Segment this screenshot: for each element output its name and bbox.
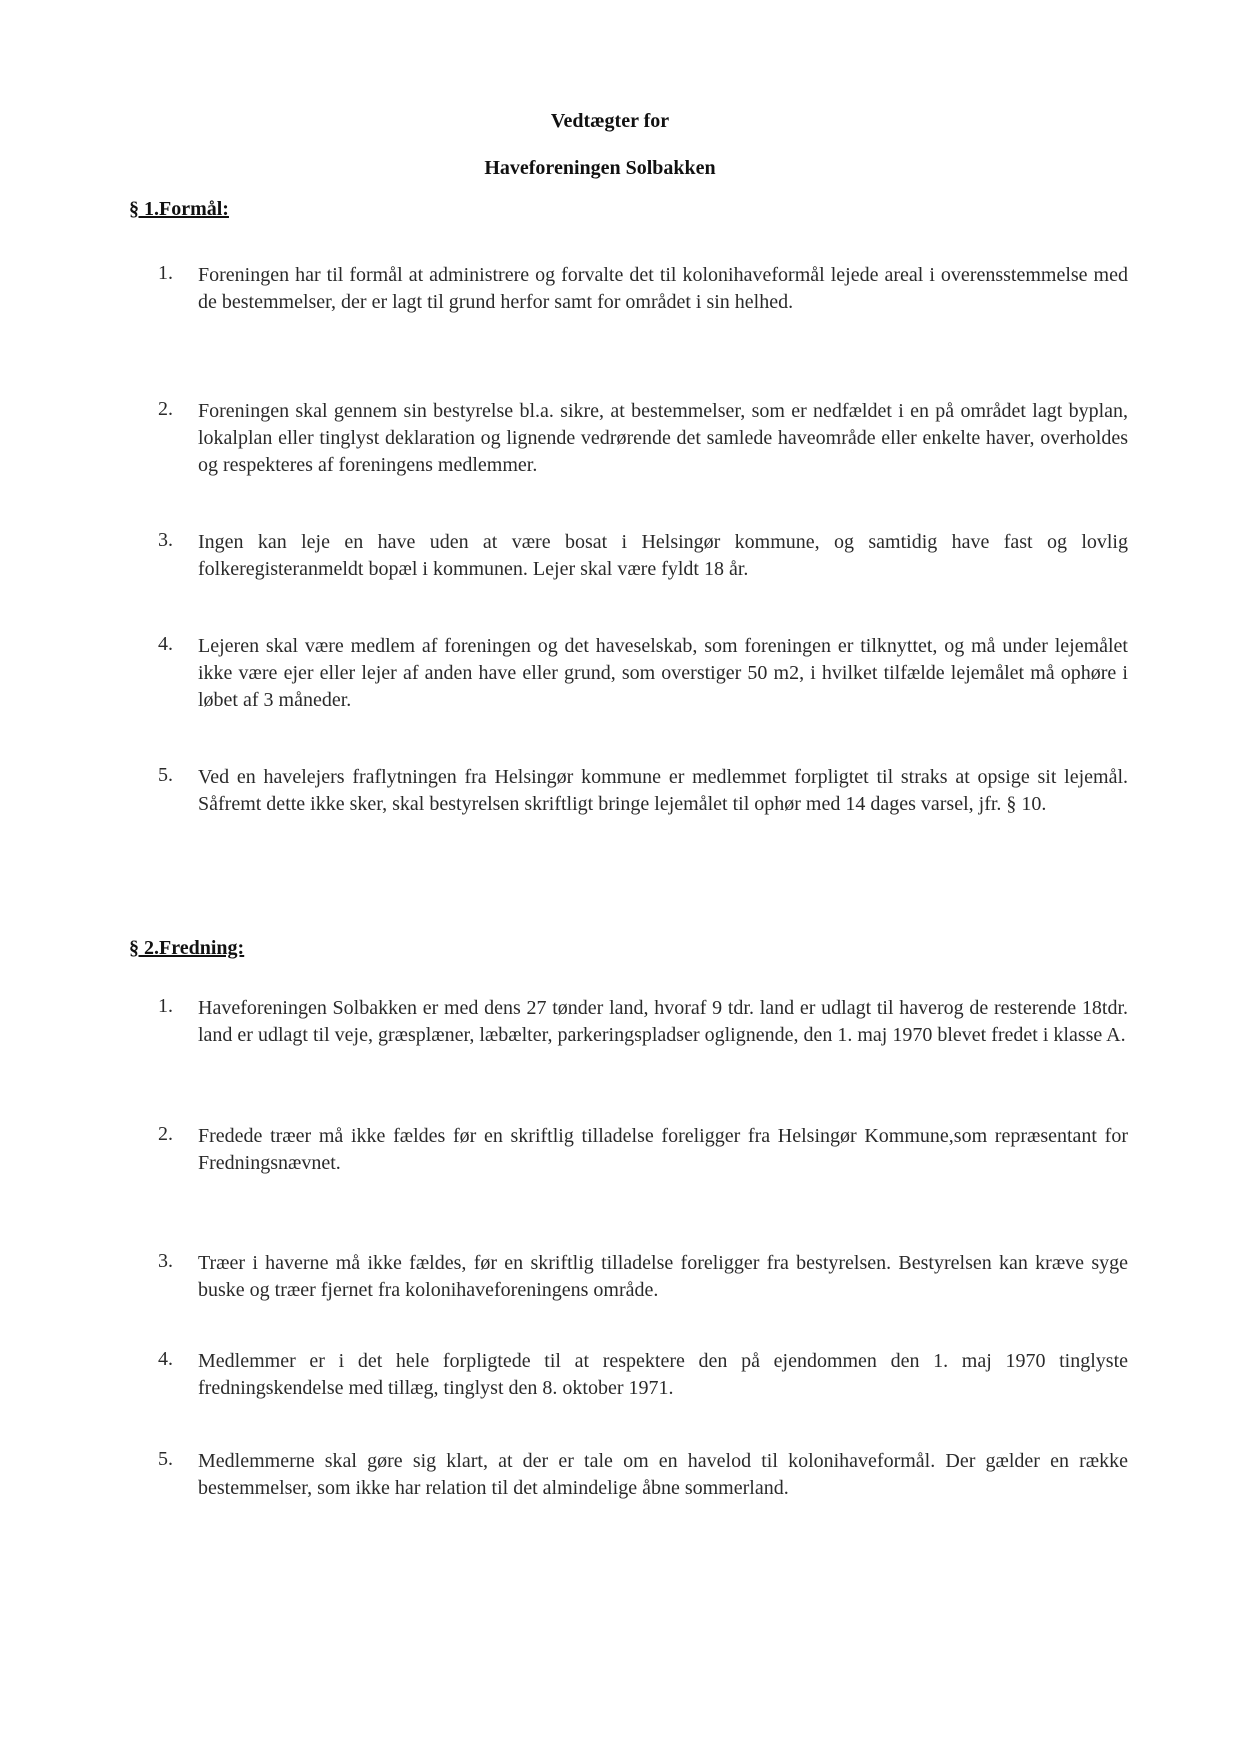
clause-number: 5. [158, 764, 173, 786]
clause-text: Medlemmerne skal gøre sig klart, at der er tale om en havelod til kolonihaveformål. Der gælder en række bestemmelser, som ikke har relation til det almindelige åbne sommerland. [198, 1450, 1128, 1499]
document-title-line-1: Vedtægter for [550, 110, 670, 132]
section-heading-fredning: § 2.Fredning: [129, 937, 245, 959]
clause-text: Lejeren skal være medlem af foreningen og det haveselskab, som foreningen er tilknyttet, og må under lejemålet ikke være ejer eller lejer af anden have eller grund, som overstiger 50 m2, i hvilket tilfælde lejemålet må ophøre i løbet af 3 måneder. [198, 635, 1128, 711]
clause-number: 4. [158, 633, 173, 655]
section-heading-formaal: § 1.Formål: [129, 198, 229, 220]
clause-text: Ved en havelejers fraflytningen fra Helsingør kommune er medlemmet forpligtet til straks at opsige sit lejemål. Såfremt dette ikke sker, skal bestyrelsen skriftligt bringe lejemålet til ophør med 14 dages varsel, jfr. § 10. [198, 766, 1128, 815]
clause-text: Foreningen skal gennem sin bestyrelse bl.a. sikre, at bestemmelser, som er nedfældet i en på området lagt byplan, lokalplan eller tinglyst deklaration og lignende vedrørende det samlede haveområde eller enkelte haver, overholdes og respekteres af foreningens medlemmer. [198, 400, 1128, 476]
clause-number: 5. [158, 1448, 173, 1470]
clause-number: 1. [158, 262, 173, 284]
clause-number: 3. [158, 529, 173, 551]
clause-number: 2. [158, 398, 173, 420]
document-title-line-2: Haveforeningen Solbakken [484, 157, 716, 179]
clause-number: 4. [158, 1348, 173, 1370]
clause-number: 2. [158, 1123, 173, 1145]
clause-text: Fredede træer må ikke fældes før en skriftlig tilladelse foreligger fra Helsingør Kommune,som repræsentant for Fredningsnævnet. [198, 1125, 1128, 1174]
clause-text: Haveforeningen Solbakken er med dens 27 tønder land, hvoraf 9 tdr. land er udlagt til haverog de resterende 18tdr. land er udlagt til veje, græsplæner, læbælter, parkeringspladser oglignende, den 1. maj 1970 blevet fredet i klasse A. [198, 997, 1128, 1046]
clause-text: Træer i haverne må ikke fældes, før en skriftlig tilladelse foreligger fra bestyrelsen. Bestyrelsen kan kræve syge buske og træer fjernet fra kolonihaveforeningens område. [198, 1252, 1128, 1301]
clause-number: 1. [158, 995, 173, 1017]
clause-number: 3. [158, 1250, 173, 1272]
clause-text: Medlemmer er i det hele forpligtede til at respektere den på ejendommen den 1. maj 1970 tinglyste fredningskendelse med tillæg, tinglyst den 8. oktober 1971. [198, 1350, 1128, 1399]
clause-text: Ingen kan leje en have uden at være bosat i Helsingør kommune, og samtidig have fast og lovlig folkeregisteranmeldt bopæl i kommunen. Lejer skal være fyldt 18 år. [198, 531, 1128, 580]
clause-text: Foreningen har til formål at administrere og forvalte det til kolonihaveformål lejede areal i overensstemmelse med de bestemmelser, der er lagt til grund herfor samt for området i sin helhed. [198, 264, 1128, 313]
